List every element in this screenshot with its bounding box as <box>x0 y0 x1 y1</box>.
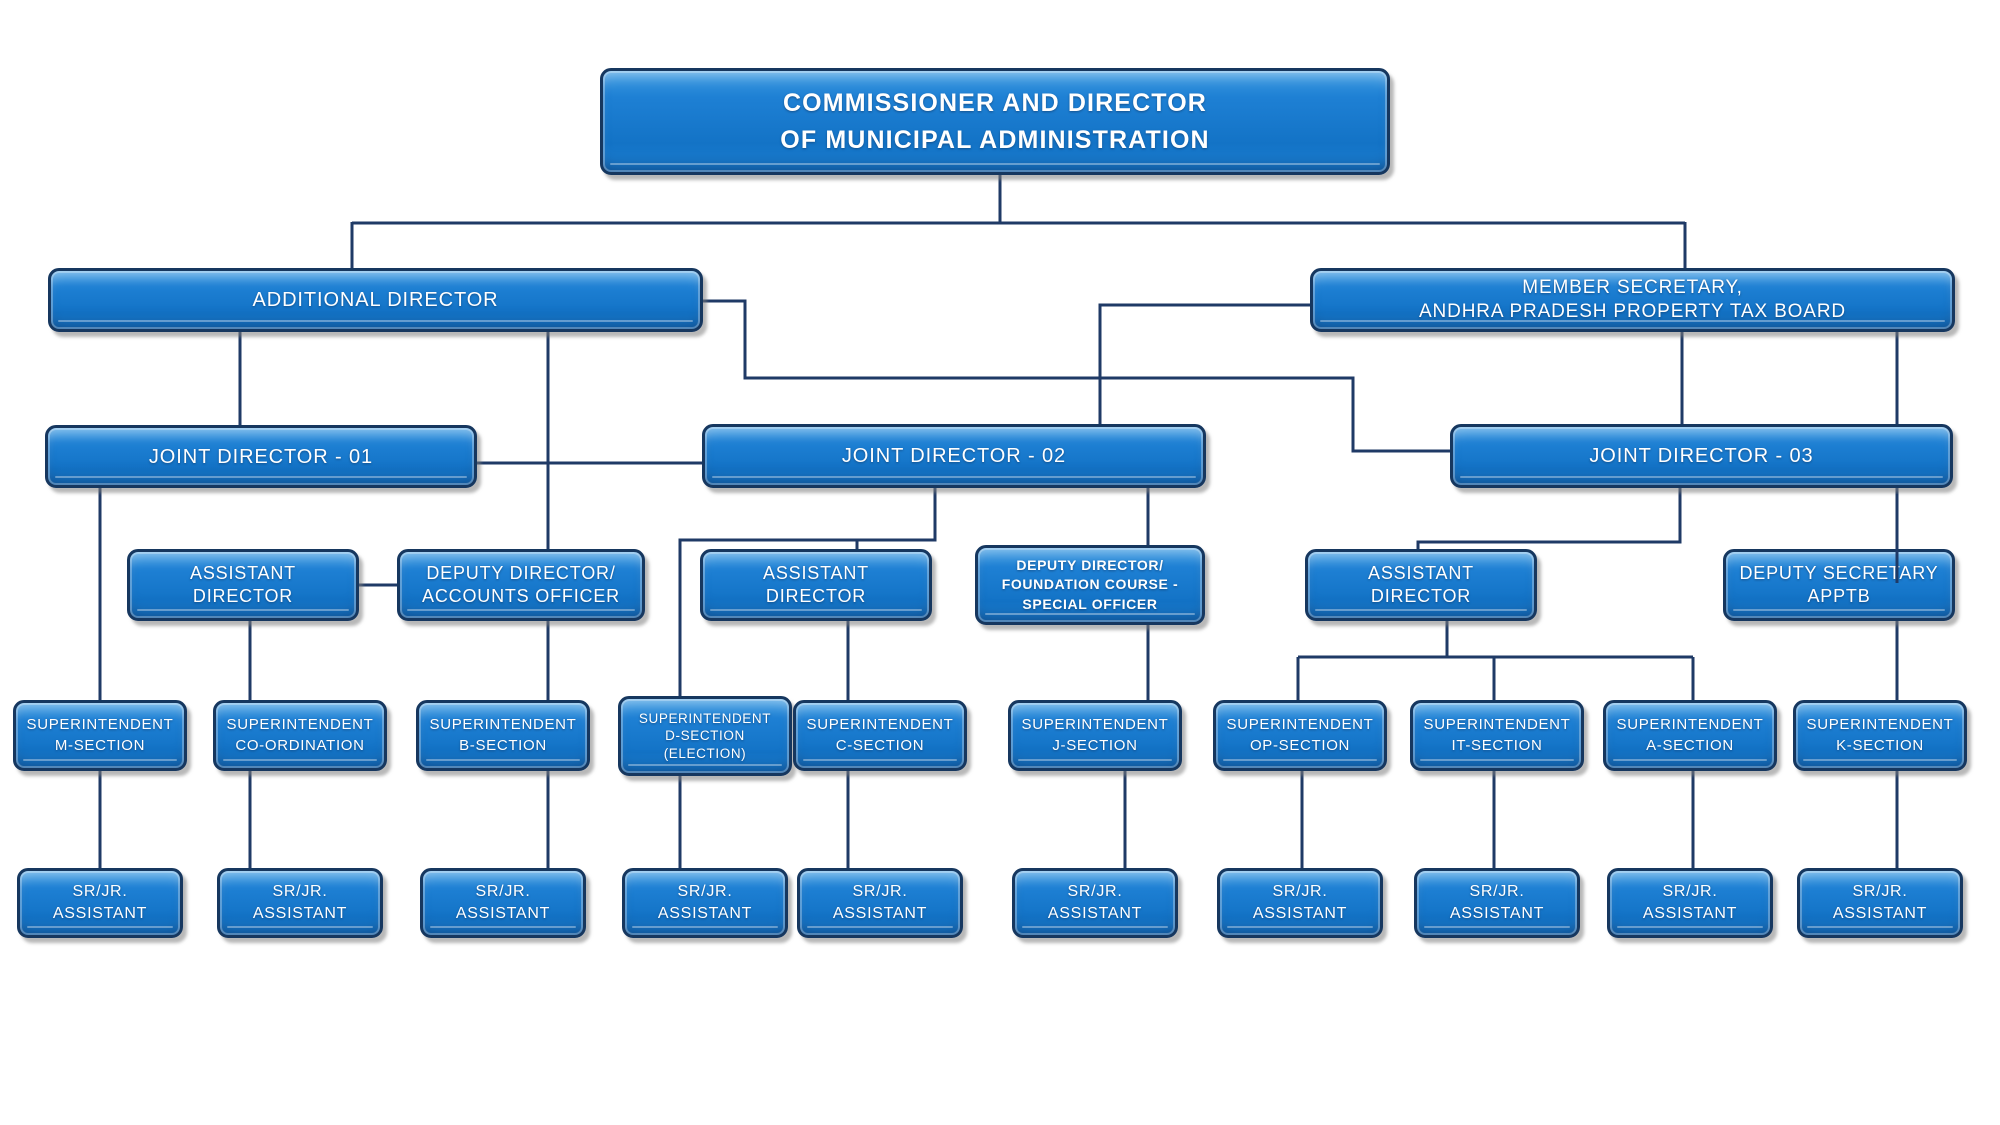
org-node-label-line: FOUNDATION COURSE - <box>1001 576 1179 593</box>
org-node-label-line: SR/JR. <box>677 883 733 901</box>
org-node-label-line: OF MUNICIPAL ADMINISTRATION <box>780 125 1210 154</box>
org-node-label-line: SUPERINTENDENT <box>429 716 577 734</box>
org-node-label-line: ASSISTANT <box>1832 905 1928 922</box>
org-node-label-line: SUPERINTENDENT <box>1423 716 1571 734</box>
org-node-label-line: JOINT DIRECTOR - 01 <box>148 445 374 468</box>
org-node-label-line: D-SECTION <box>665 728 745 744</box>
org-node-label-line: DIRECTOR <box>765 586 867 606</box>
org-node-label-line: M-SECTION <box>54 736 146 754</box>
org-node-label-line: ASSISTANT <box>190 562 296 583</box>
org-node-label-line: ASSISTANT <box>1047 905 1143 922</box>
org-node-label-line: JOINT DIRECTOR - 02 <box>841 445 1067 467</box>
org-node-label-line: DEPUTY SECRETARY <box>1739 562 1939 583</box>
org-node-label-line: DEPUTY DIRECTOR/ <box>1016 556 1164 573</box>
org-node-label-line: DIRECTOR <box>1370 586 1472 606</box>
org-node-label-line: ASSISTANT <box>455 905 551 922</box>
org-node-label-line: C-SECTION <box>835 736 925 754</box>
org-node-label-line: JOINT DIRECTOR - 03 <box>1589 445 1814 467</box>
org-node-label-line: APPTB <box>1807 586 1871 606</box>
org-node-label-line: ADDITIONAL DIRECTOR <box>252 289 499 311</box>
org-node-label-line: ASSISTANT <box>763 562 869 583</box>
org-node-label-line: SR/JR. <box>72 883 128 901</box>
org-node-label-line: SUPERINTENDENT <box>1806 716 1954 734</box>
org-node-label-line: SR/JR. <box>1662 883 1718 901</box>
org-node-label-line: ANDHRA PRADESH PROPERTY TAX BOARD <box>1419 301 1846 322</box>
org-node-label-line: ACCOUNTS OFFICER <box>422 586 620 606</box>
org-node-label-line: SR/JR. <box>1469 883 1525 901</box>
org-node-label-line: MEMBER SECRETARY, <box>1522 277 1743 299</box>
org-node-label-line: SUPERINTENDENT <box>806 716 954 734</box>
org-node-label-line: ASSISTANT <box>1449 905 1545 922</box>
org-node-label-line: SUPERINTENDENT <box>1021 716 1169 734</box>
org-node-label-line: ASSISTANT <box>657 905 753 922</box>
org-node-label-line: ASSISTANT <box>1252 905 1348 922</box>
org-node-label-line: SUPERINTENDENT <box>1226 716 1374 734</box>
org-node-label-line: SR/JR. <box>1067 883 1123 901</box>
org-node-label-line: K-SECTION <box>1836 736 1924 754</box>
org-node-label-line: SUPERINTENDENT <box>26 716 174 734</box>
org-node-label-line: IT-SECTION <box>1451 736 1543 754</box>
org-node-label-line: DIRECTOR <box>192 586 294 606</box>
org-node-label-line: SR/JR. <box>1272 883 1328 901</box>
org-node-label-line: ASSISTANT <box>832 905 928 922</box>
org-node-label-line: SR/JR. <box>852 883 908 901</box>
org-node-label-line: SUPERINTENDENT <box>638 710 772 726</box>
org-node-label-line: SR/JR. <box>272 883 328 901</box>
org-node-label-line: SPECIAL OFFICER <box>1022 595 1158 612</box>
org-node-label-line: OP-SECTION <box>1249 736 1351 754</box>
org-node-label-line: ASSISTANT <box>252 905 348 922</box>
org-node-label-line: (ELECTION) <box>663 745 747 761</box>
org-node-label-line: A-SECTION <box>1646 736 1734 754</box>
org-node-label-line: ASSISTANT <box>1368 562 1474 583</box>
org-node-label-line: SUPERINTENDENT <box>226 716 374 734</box>
org-node-label-line: B-SECTION <box>459 736 547 754</box>
org-node-label-line: SR/JR. <box>1852 883 1908 901</box>
org-node-label-line: SR/JR. <box>475 883 531 901</box>
org-node-label-line: DEPUTY DIRECTOR/ <box>426 562 616 583</box>
org-node-label-line: J-SECTION <box>1052 736 1138 754</box>
org-node-label-line: CO-ORDINATION <box>235 736 365 754</box>
org-node-label-line: ASSISTANT <box>52 905 148 922</box>
org-node-label-line: ASSISTANT <box>1642 905 1738 922</box>
org-node-label-line: SUPERINTENDENT <box>1616 716 1764 734</box>
org-node-label-line: COMMISSIONER AND DIRECTOR <box>783 89 1207 118</box>
